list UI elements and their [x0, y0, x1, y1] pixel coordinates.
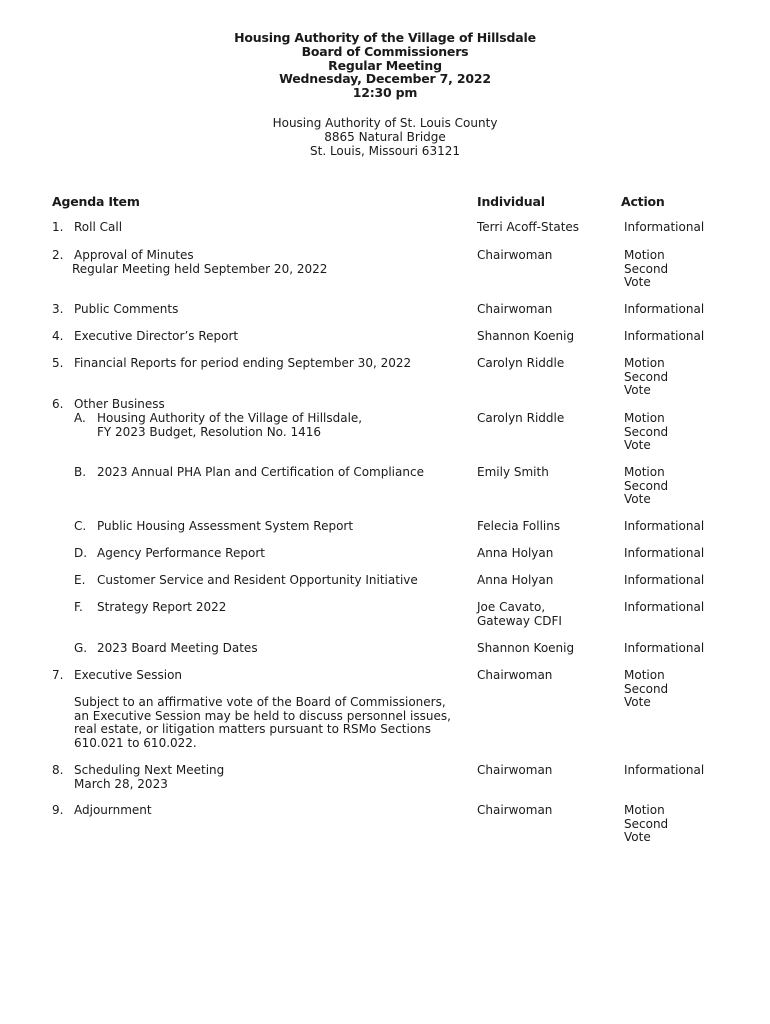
meeting-location [0, 117, 770, 158]
item-number: 5. [52, 356, 64, 370]
item-number: 7. [52, 668, 64, 682]
item-number: 4. [52, 329, 64, 343]
item-title: Adjournment [74, 803, 152, 817]
action-vote: Vote [624, 383, 651, 398]
item-number: 3. [52, 302, 64, 316]
location-city: St. Louis, Missouri 63121 [310, 143, 460, 158]
action-vote: Vote [624, 830, 651, 845]
item-individual: Chairwoman [477, 668, 553, 682]
subitem-title: Customer Service and Resident Opportunity Initiative [97, 573, 418, 587]
item-action: Informational [624, 519, 705, 533]
item-number: 2. [52, 248, 64, 262]
subitem-letter: C. [74, 519, 87, 533]
executive-session-description [74, 696, 474, 750]
item-individual: Emily Smith [477, 465, 549, 479]
item-individual: Chairwoman [477, 302, 553, 316]
action-motion: Motion [624, 803, 665, 817]
meeting-time: 12:30 pm [352, 85, 418, 101]
column-header-action: Action [621, 194, 665, 209]
item-number: 6. [52, 397, 64, 411]
description-line: Subject to an affirmative vote of the Board of Commissioners, [74, 695, 446, 709]
subitem-title: 2023 Annual PHA Plan and Certification of Compliance [97, 465, 424, 479]
org-name: Housing Authority of the Village of Hillsdale [234, 30, 536, 45]
item-detail: March 28, 2023 [74, 776, 168, 791]
action-second: Second [624, 424, 669, 439]
item-number: 9. [52, 803, 64, 817]
item-individual: Carolyn Riddle [477, 356, 565, 370]
location-name: Housing Authority of St. Louis County [272, 116, 498, 130]
action-second: Second [624, 261, 669, 276]
subitem-title: Agency Performance Report [97, 546, 265, 560]
item-individual: Shannon Koenig [477, 641, 575, 655]
column-header-agenda: Agenda Item [52, 194, 140, 209]
description-line: 610.021 to 610.022. [74, 735, 197, 750]
subitem-letter: G. [74, 641, 88, 655]
meeting-type: Regular Meeting [328, 57, 442, 73]
item-action: Informational [624, 763, 705, 777]
item-individual: Chairwoman [477, 803, 553, 817]
subitem-letter: F. [74, 600, 83, 614]
item-individual: Chairwoman [477, 763, 553, 777]
subitem-letter: E. [74, 573, 86, 587]
board-name: Board of Commissioners [301, 43, 469, 59]
subitem-title: Housing Authority of the Village of Hillsdale, [97, 411, 363, 425]
description-line: an Executive Session may be held to discuss personnel issues, [74, 708, 451, 723]
item-title: Executive Director’s Report [74, 329, 239, 343]
subitem-letter: D. [74, 546, 88, 560]
item-individual: Chairwoman [477, 248, 553, 262]
item-action: Informational [624, 302, 705, 316]
item-individual: Terri Acoff-States [477, 220, 580, 234]
item-number: 1. [52, 220, 64, 234]
item-title: Public Comments [74, 302, 179, 316]
action-second: Second [624, 681, 669, 696]
subitem-title: Public Housing Assessment System Report [97, 519, 354, 533]
item-individual: Joe Cavato, [477, 600, 546, 614]
meeting-header [0, 31, 770, 100]
item-title: Approval of Minutes [74, 248, 194, 262]
meeting-date: Wednesday, December 7, 2022 [279, 71, 491, 87]
item-individual: Felecia Follins [477, 519, 561, 533]
item-title: Scheduling Next Meeting [74, 763, 225, 777]
action-vote: Vote [624, 438, 651, 453]
action-motion: Motion [624, 668, 665, 682]
action-motion: Motion [624, 356, 665, 370]
item-action: Informational [624, 641, 705, 655]
action-motion: Motion [624, 248, 665, 262]
description-line: real estate, or litigation matters pursuant to RSMo Sections [74, 722, 432, 737]
subitem-letter: B. [74, 465, 87, 479]
action-motion: Motion [624, 411, 665, 425]
item-detail: Regular Meeting held September 20, 2022 [72, 261, 328, 276]
subitem-title: 2023 Board Meeting Dates [97, 641, 258, 655]
item-individual: Anna Holyan [477, 573, 554, 587]
action-vote: Vote [624, 492, 651, 507]
item-individual: Anna Holyan [477, 546, 554, 560]
subitem-title: Strategy Report 2022 [97, 600, 227, 614]
action-motion: Motion [624, 465, 665, 479]
column-header-individual: Individual [477, 194, 545, 209]
action-second: Second [624, 369, 669, 384]
item-individual: Shannon Koenig [477, 329, 575, 343]
item-title: Financial Reports for period ending September 30, 2022 [74, 356, 412, 370]
action-second: Second [624, 478, 669, 493]
subitem-title-continued: FY 2023 Budget, Resolution No. 1416 [97, 424, 321, 439]
item-action: Informational [624, 220, 705, 234]
item-action: Informational [624, 600, 705, 614]
item-number: 8. [52, 763, 64, 777]
action-vote: Vote [624, 275, 651, 290]
item-title: Roll Call [74, 220, 123, 234]
item-individual-org: Gateway CDFI [477, 613, 562, 628]
subitem-letter: A. [74, 411, 86, 425]
item-action: Informational [624, 329, 705, 343]
item-title: Other Business [74, 397, 165, 411]
item-action: Informational [624, 573, 705, 587]
item-action: Informational [624, 546, 705, 560]
item-individual: Carolyn Riddle [477, 411, 565, 425]
location-street: 8865 Natural Bridge [324, 129, 446, 144]
item-title: Executive Session [74, 668, 183, 682]
action-vote: Vote [624, 695, 651, 710]
action-second: Second [624, 816, 669, 831]
